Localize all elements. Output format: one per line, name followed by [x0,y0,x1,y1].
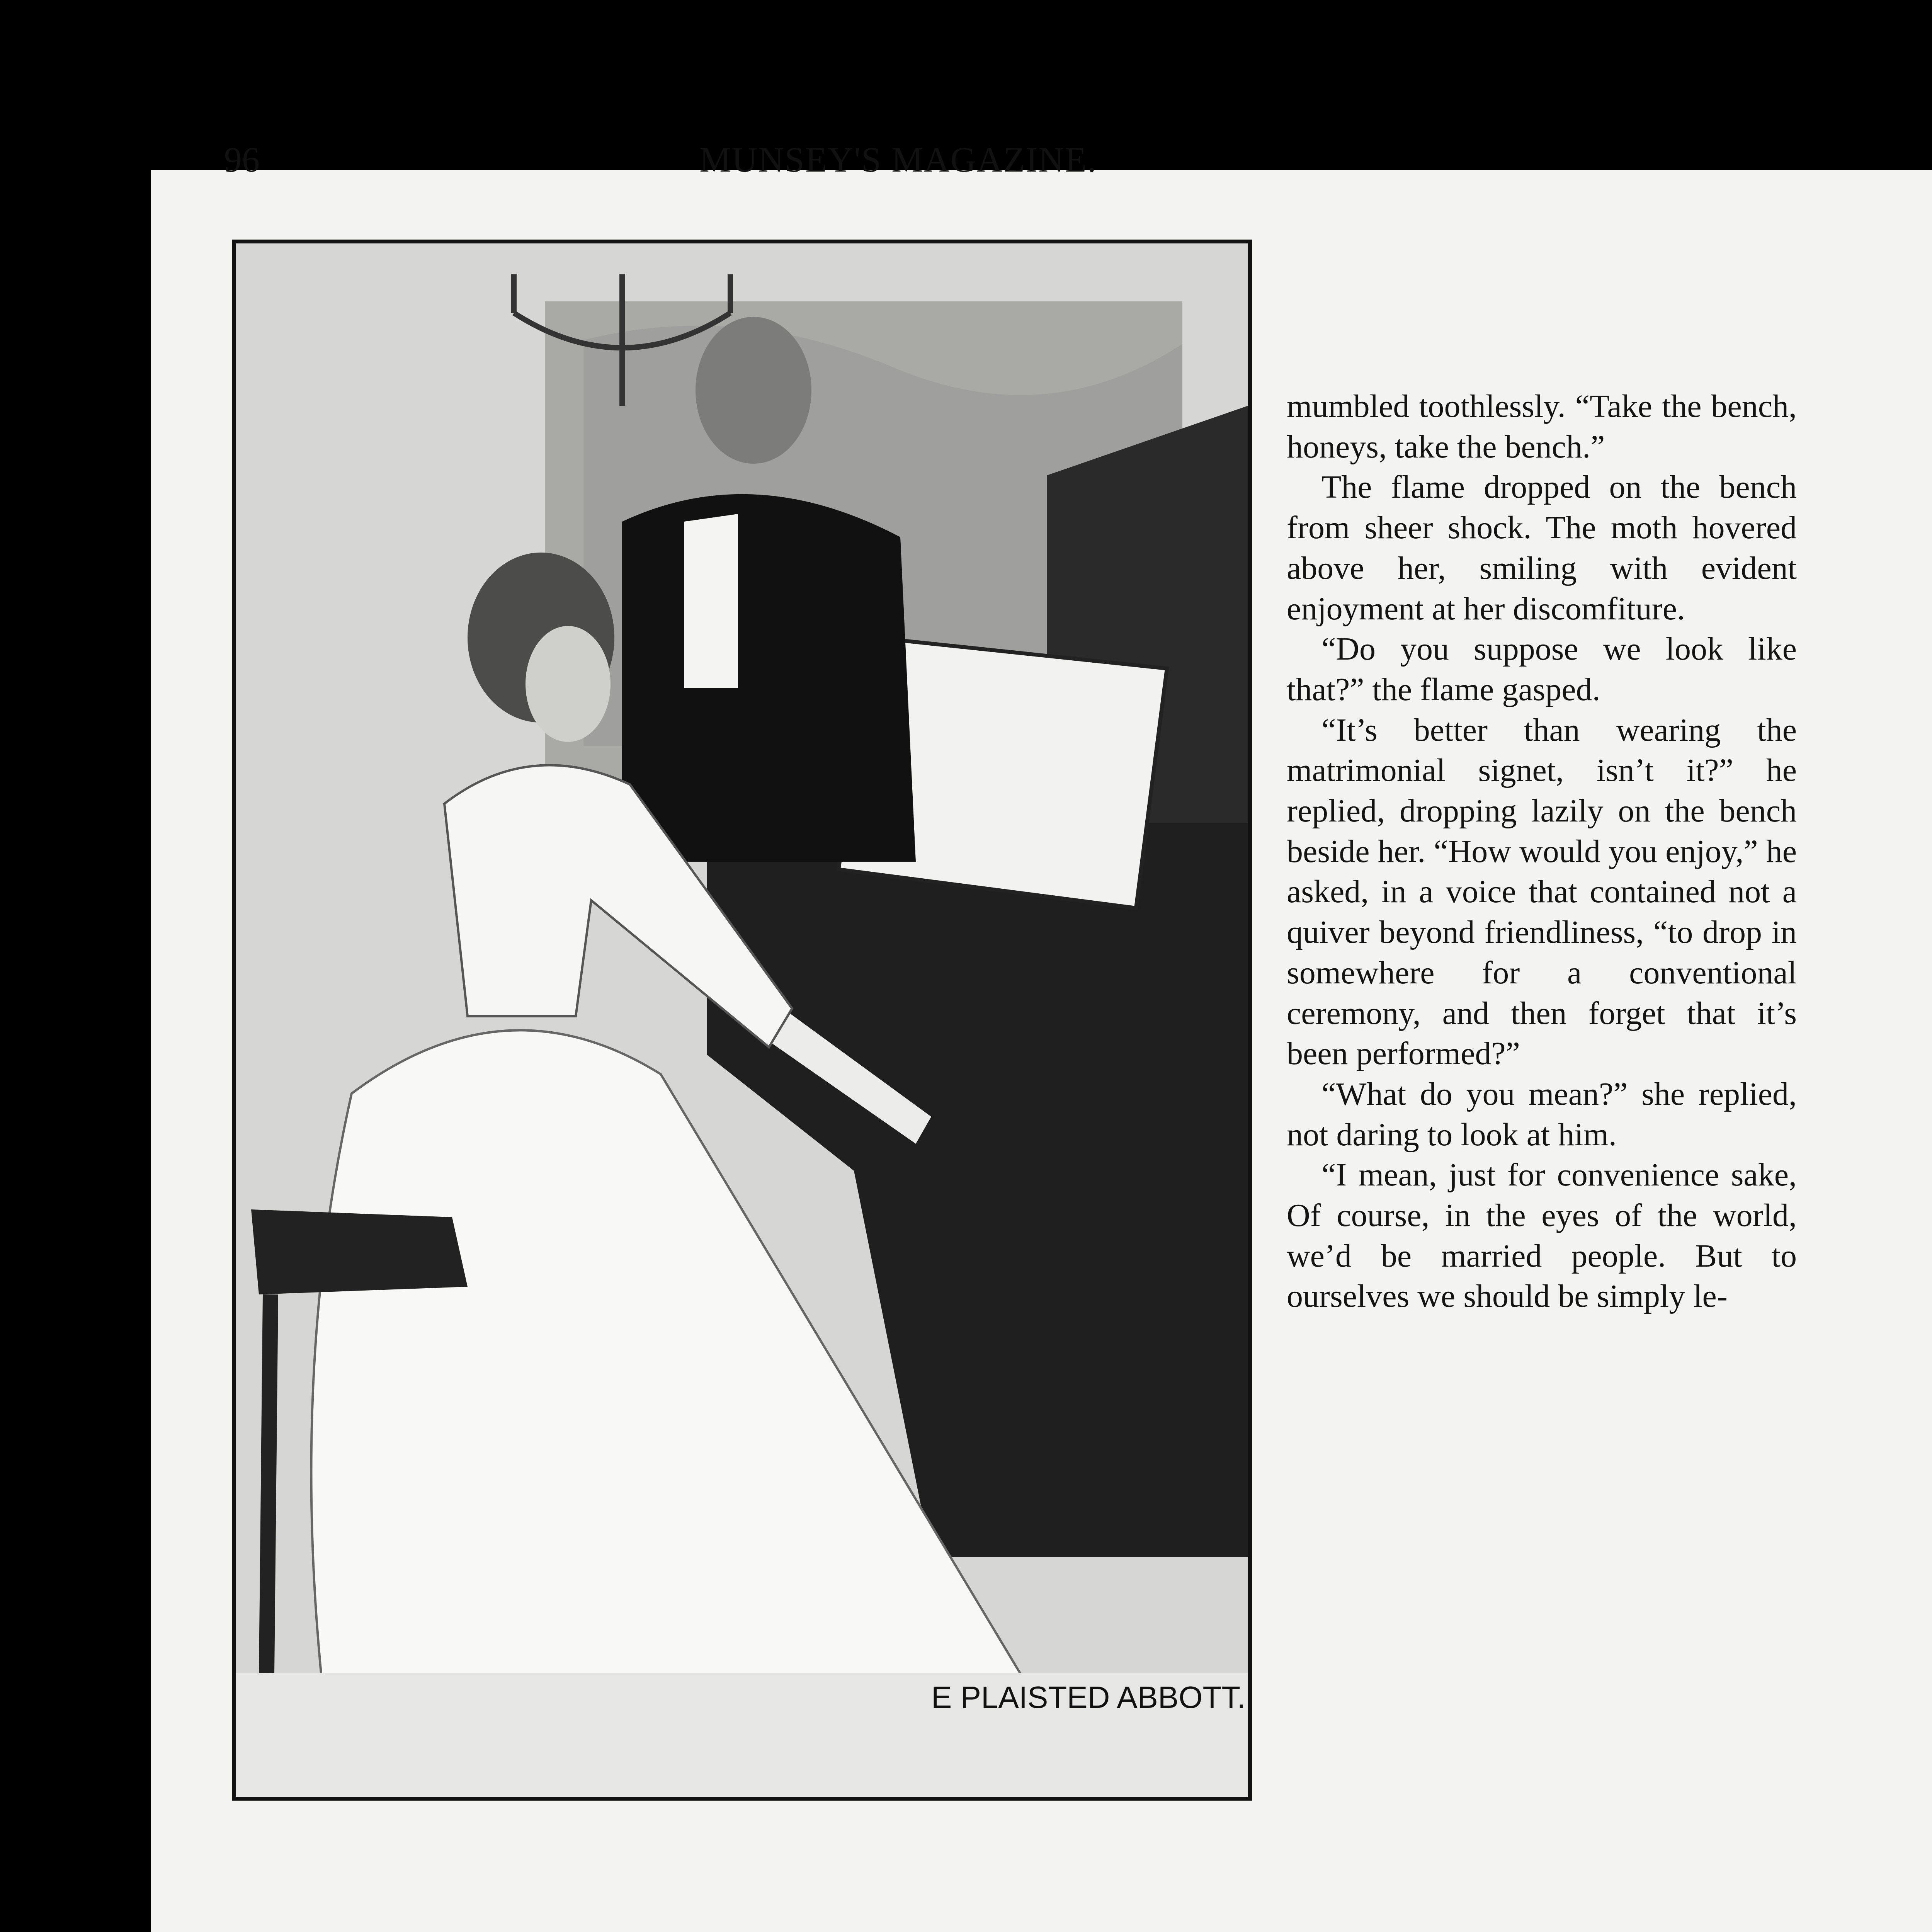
paragraph: mumbled toothlessly. “Take the bench, honeys, take the bench.” [1287,388,1797,465]
artist-signature: E PLAISTED ABBOTT. [931,1680,1246,1714]
paragraph: “I mean, just for convenience sake, Of course, in the eyes of the world, we’d be married people. But to ourselves we should be simply le- [1287,1157,1797,1315]
running-head: MUNSEY'S MAGAZINE. [699,140,1097,179]
right-column-top [1287,386,1797,1317]
illustration-piano-scene [232,240,1252,1801]
page-header [224,139,1229,185]
paragraph: “What do you mean?” she replied, not daring to look at him. [1287,1076,1797,1153]
paragraph: The flame dropped on the bench from sheer shock. The moth hovered above her, smiling with evident enjoyment at her discomfiture. [1287,469,1797,627]
paragraph: “Do you suppose we look like that?” the flame gasped. [1287,631,1797,707]
illustration-drawing [236,243,1248,1797]
paragraph: “It’s better than wearing the matrimonial signet, isn’t it?” he replied, dropping lazily on the bench beside her. “How would you enjoy,” he asked, in a voice that contained not a quiver beyond friendliness, “to drop in somewhere for a conventional ceremony, and then forget that it’s been performed?” [1287,712,1797,1072]
page-number: 96 [224,140,260,179]
